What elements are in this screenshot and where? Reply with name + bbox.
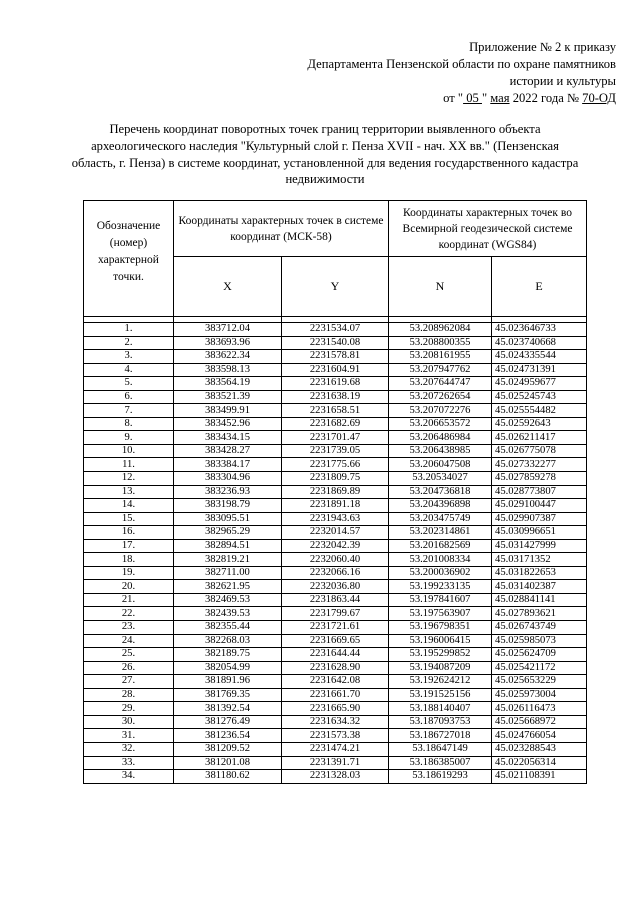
coord-x-cell: 381769.35 — [174, 688, 282, 702]
coord-x-cell: 383384.17 — [174, 458, 282, 472]
table-row — [84, 417, 587, 431]
subheader-y: Y — [282, 257, 389, 317]
point-number-cell: 20. — [84, 580, 174, 594]
coord-e-cell: 45.031822653 — [492, 566, 587, 580]
point-number-cell: 26. — [84, 661, 174, 675]
coord-x-cell: 382711.00 — [174, 566, 282, 580]
coord-y-cell: 2231534.07 — [282, 323, 389, 337]
table-row — [84, 363, 587, 377]
coord-e-cell: 45.025421172 — [492, 661, 587, 675]
coord-x-cell: 383095.51 — [174, 512, 282, 526]
coord-n-cell: 53.206653572 — [389, 417, 492, 431]
coord-y-cell: 2231628.90 — [282, 661, 389, 675]
coord-x-cell: 383521.39 — [174, 390, 282, 404]
table-row — [84, 742, 587, 756]
coord-x-cell: 381180.62 — [174, 770, 282, 784]
point-number-cell: 5. — [84, 377, 174, 391]
coord-x-cell: 381276.49 — [174, 715, 282, 729]
coord-x-cell: 383712.04 — [174, 323, 282, 337]
point-number-cell: 6. — [84, 390, 174, 404]
point-number-cell: 34. — [84, 770, 174, 784]
table-row — [84, 404, 587, 418]
point-number-cell: 31. — [84, 729, 174, 743]
coord-y-cell: 2231619.68 — [282, 377, 389, 391]
coord-n-cell: 53.194087209 — [389, 661, 492, 675]
coord-y-cell: 2231739.05 — [282, 444, 389, 458]
table-row — [84, 715, 587, 729]
coord-n-cell: 53.207072276 — [389, 404, 492, 418]
point-number-cell: 8. — [84, 417, 174, 431]
table-row — [84, 336, 587, 350]
point-number-cell: 25. — [84, 648, 174, 662]
coord-x-cell: 383304.96 — [174, 472, 282, 486]
coord-e-cell: 45.022056314 — [492, 756, 587, 770]
table-row — [84, 607, 587, 621]
table-row — [84, 648, 587, 662]
coordinates-table — [83, 200, 587, 784]
date-mid: " — [481, 91, 491, 105]
coord-x-cell: 381201.08 — [174, 756, 282, 770]
table-row — [84, 539, 587, 553]
coord-x-cell: 381392.54 — [174, 702, 282, 716]
document-title: Перечень координат поворотных точек границ территории выявленного объекта археологического наследия "Культурный слой г. Пенза XVII - нач. XX вв." (Пензенская область, г. Пенза) в системе координат, установленной для ведения государственного кадастра недвижимости — [71, 122, 579, 187]
coord-e-cell: 45.026775078 — [492, 444, 587, 458]
coord-n-cell: 53.202314861 — [389, 526, 492, 540]
coord-y-cell: 2231328.03 — [282, 770, 389, 784]
coord-y-cell: 2231721.61 — [282, 621, 389, 635]
coord-e-cell: 45.025245743 — [492, 390, 587, 404]
header-department-line: Департамента Пензенской области по охране памятников — [307, 57, 616, 71]
coord-x-cell: 383236.93 — [174, 485, 282, 499]
table-row — [84, 675, 587, 689]
coord-x-cell: 383428.27 — [174, 444, 282, 458]
table-row — [84, 661, 587, 675]
coord-x-cell: 383499.91 — [174, 404, 282, 418]
point-number-cell: 27. — [84, 675, 174, 689]
coord-x-cell: 382819.21 — [174, 553, 282, 567]
table-row — [84, 444, 587, 458]
coord-y-cell: 2231661.70 — [282, 688, 389, 702]
coord-y-cell: 2232060.40 — [282, 553, 389, 567]
coord-n-cell: 53.196798351 — [389, 621, 492, 635]
col-header-point: Обозначение (номер) характерной точки. — [84, 201, 174, 317]
coord-y-cell: 2232036.80 — [282, 580, 389, 594]
coord-n-cell: 53.203475749 — [389, 512, 492, 526]
point-number-cell: 14. — [84, 499, 174, 513]
coord-n-cell: 53.18647149 — [389, 742, 492, 756]
col-header-wgs84: Координаты характерных точек во Всемирной геодезической системе координат (WGS84) — [389, 201, 587, 257]
coord-e-cell: 45.023646733 — [492, 323, 587, 337]
coord-y-cell: 2232042.39 — [282, 539, 389, 553]
coord-e-cell: 45.024766054 — [492, 729, 587, 743]
coord-x-cell: 383434.15 — [174, 431, 282, 445]
coord-x-cell: 383622.34 — [174, 350, 282, 364]
coord-x-cell: 381209.52 — [174, 742, 282, 756]
coord-n-cell: 53.186727018 — [389, 729, 492, 743]
coord-e-cell: 45.025554482 — [492, 404, 587, 418]
table-row — [84, 770, 587, 784]
coord-y-cell: 2231869.89 — [282, 485, 389, 499]
point-number-cell: 30. — [84, 715, 174, 729]
point-number-cell: 3. — [84, 350, 174, 364]
coord-x-cell: 382439.53 — [174, 607, 282, 621]
point-number-cell: 21. — [84, 593, 174, 607]
coord-y-cell: 2231573.38 — [282, 729, 389, 743]
coord-e-cell: 45.024731391 — [492, 363, 587, 377]
coord-e-cell: 45.027859278 — [492, 472, 587, 486]
table-row — [84, 472, 587, 486]
table-body — [84, 323, 587, 784]
coord-e-cell: 45.024959677 — [492, 377, 587, 391]
coord-n-cell: 53.208962084 — [389, 323, 492, 337]
coord-n-cell: 53.188140407 — [389, 702, 492, 716]
coord-e-cell: 45.029907387 — [492, 512, 587, 526]
coord-x-cell: 383564.19 — [174, 377, 282, 391]
coord-y-cell: 2231658.51 — [282, 404, 389, 418]
coord-n-cell: 53.187093753 — [389, 715, 492, 729]
header-appendix-line: Приложение № 2 к приказу — [469, 40, 616, 54]
coord-x-cell: 382054.99 — [174, 661, 282, 675]
coord-n-cell: 53.200036902 — [389, 566, 492, 580]
subheader-x: X — [174, 257, 282, 317]
table-row — [84, 634, 587, 648]
document-header — [236, 39, 616, 107]
table-row — [84, 526, 587, 540]
coord-x-cell: 382469.53 — [174, 593, 282, 607]
point-number-cell: 17. — [84, 539, 174, 553]
coord-n-cell: 53.197563907 — [389, 607, 492, 621]
point-number-cell: 2. — [84, 336, 174, 350]
coord-x-cell: 383693.96 — [174, 336, 282, 350]
coord-n-cell: 53.208161955 — [389, 350, 492, 364]
coord-e-cell: 45.029100447 — [492, 499, 587, 513]
coord-e-cell: 45.027332277 — [492, 458, 587, 472]
coord-n-cell: 53.206047508 — [389, 458, 492, 472]
coord-y-cell: 2231665.90 — [282, 702, 389, 716]
coord-y-cell: 2231682.69 — [282, 417, 389, 431]
coord-x-cell: 383452.96 — [174, 417, 282, 431]
coord-x-cell: 382189.75 — [174, 648, 282, 662]
table-row — [84, 553, 587, 567]
coord-e-cell: 45.025653229 — [492, 675, 587, 689]
coord-e-cell: 45.031402387 — [492, 580, 587, 594]
date-prefix: от " — [443, 91, 464, 105]
table-row — [84, 512, 587, 526]
point-number-cell: 9. — [84, 431, 174, 445]
point-number-cell: 7. — [84, 404, 174, 418]
table-row — [84, 499, 587, 513]
coord-y-cell: 2231391.71 — [282, 756, 389, 770]
point-number-cell: 23. — [84, 621, 174, 635]
table-row — [84, 485, 587, 499]
coord-n-cell: 53.208800355 — [389, 336, 492, 350]
table-row — [84, 377, 587, 391]
coord-y-cell: 2231863.44 — [282, 593, 389, 607]
coord-x-cell: 381236.54 — [174, 729, 282, 743]
table-row — [84, 390, 587, 404]
table-row — [84, 621, 587, 635]
coord-x-cell: 382355.44 — [174, 621, 282, 635]
coord-y-cell: 2231669.65 — [282, 634, 389, 648]
coord-y-cell: 2232014.57 — [282, 526, 389, 540]
point-number-cell: 15. — [84, 512, 174, 526]
coord-n-cell: 53.207262654 — [389, 390, 492, 404]
coord-e-cell: 45.03171352 — [492, 553, 587, 567]
table-row — [84, 756, 587, 770]
coord-n-cell: 53.186385007 — [389, 756, 492, 770]
point-number-cell: 22. — [84, 607, 174, 621]
coord-n-cell: 53.199233135 — [389, 580, 492, 594]
coord-e-cell: 45.024335544 — [492, 350, 587, 364]
coord-n-cell: 53.207644747 — [389, 377, 492, 391]
coord-n-cell: 53.206486984 — [389, 431, 492, 445]
subheader-e: E — [492, 257, 587, 317]
point-number-cell: 24. — [84, 634, 174, 648]
coord-e-cell: 45.026211417 — [492, 431, 587, 445]
point-number-cell: 10. — [84, 444, 174, 458]
table-row — [84, 580, 587, 594]
table-row — [84, 593, 587, 607]
coord-e-cell: 45.025668972 — [492, 715, 587, 729]
coord-n-cell: 53.195299852 — [389, 648, 492, 662]
coord-x-cell: 383198.79 — [174, 499, 282, 513]
coord-n-cell: 53.192624212 — [389, 675, 492, 689]
point-number-cell: 16. — [84, 526, 174, 540]
coord-y-cell: 2231638.19 — [282, 390, 389, 404]
coord-e-cell: 45.026743749 — [492, 621, 587, 635]
table-row — [84, 323, 587, 337]
table-row — [84, 431, 587, 445]
coord-y-cell: 2231474.21 — [282, 742, 389, 756]
coord-n-cell: 53.201682569 — [389, 539, 492, 553]
coord-n-cell: 53.18619293 — [389, 770, 492, 784]
coord-n-cell: 53.201008334 — [389, 553, 492, 567]
subheader-n: N — [389, 257, 492, 317]
point-number-cell: 29. — [84, 702, 174, 716]
point-number-cell: 33. — [84, 756, 174, 770]
coord-y-cell: 2231540.08 — [282, 336, 389, 350]
coord-n-cell: 53.204396898 — [389, 499, 492, 513]
coord-n-cell: 53.206438985 — [389, 444, 492, 458]
point-number-cell: 18. — [84, 553, 174, 567]
date-month: мая — [490, 91, 510, 105]
coord-y-cell: 2231701.47 — [282, 431, 389, 445]
coord-y-cell: 2231943.63 — [282, 512, 389, 526]
coord-e-cell: 45.027893621 — [492, 607, 587, 621]
coord-x-cell: 382965.29 — [174, 526, 282, 540]
coord-n-cell: 53.197841607 — [389, 593, 492, 607]
coord-y-cell: 2231644.44 — [282, 648, 389, 662]
coord-y-cell: 2231578.81 — [282, 350, 389, 364]
table-row — [84, 566, 587, 580]
coord-e-cell: 45.026116473 — [492, 702, 587, 716]
point-number-cell: 19. — [84, 566, 174, 580]
point-number-cell: 11. — [84, 458, 174, 472]
coord-e-cell: 45.030996651 — [492, 526, 587, 540]
coord-y-cell: 2231799.67 — [282, 607, 389, 621]
coord-y-cell: 2231809.75 — [282, 472, 389, 486]
coord-x-cell: 383598.13 — [174, 363, 282, 377]
coord-n-cell: 53.207947762 — [389, 363, 492, 377]
coord-e-cell: 45.031427999 — [492, 539, 587, 553]
coord-e-cell: 45.025624709 — [492, 648, 587, 662]
coord-n-cell: 53.191525156 — [389, 688, 492, 702]
col-header-msk58: Координаты характерных точек в системе координат (МСК-58) — [174, 201, 389, 257]
point-number-cell: 32. — [84, 742, 174, 756]
date-day: 05 — [463, 91, 482, 105]
coord-e-cell: 45.023288543 — [492, 742, 587, 756]
coord-y-cell: 2231642.08 — [282, 675, 389, 689]
point-number-cell: 28. — [84, 688, 174, 702]
coord-e-cell: 45.025973004 — [492, 688, 587, 702]
table-row — [84, 688, 587, 702]
coord-n-cell: 53.196006415 — [389, 634, 492, 648]
coord-x-cell: 382621.95 — [174, 580, 282, 594]
coord-e-cell: 45.021108391 — [492, 770, 587, 784]
point-number-cell: 1. — [84, 323, 174, 337]
coord-n-cell: 53.20534027 — [389, 472, 492, 486]
coord-y-cell: 2231775.66 — [282, 458, 389, 472]
header-department-line-cont: истории и культуры — [509, 74, 616, 88]
coord-e-cell: 45.025985073 — [492, 634, 587, 648]
coord-x-cell: 381891.96 — [174, 675, 282, 689]
date-year: 2022 года № — [509, 91, 583, 105]
point-number-cell: 12. — [84, 472, 174, 486]
table-row — [84, 702, 587, 716]
coord-e-cell: 45.023740668 — [492, 336, 587, 350]
coord-x-cell: 382268.03 — [174, 634, 282, 648]
coord-y-cell: 2231891.18 — [282, 499, 389, 513]
coord-n-cell: 53.204736818 — [389, 485, 492, 499]
coord-y-cell: 2232066.16 — [282, 566, 389, 580]
coord-x-cell: 382894.51 — [174, 539, 282, 553]
coord-y-cell: 2231634.32 — [282, 715, 389, 729]
table-row — [84, 458, 587, 472]
point-number-cell: 4. — [84, 363, 174, 377]
coord-e-cell: 45.028841141 — [492, 593, 587, 607]
order-number: 70-ОД — [582, 91, 616, 105]
header-date-line — [236, 90, 616, 107]
coord-e-cell: 45.02592643 — [492, 417, 587, 431]
point-number-cell: 13. — [84, 485, 174, 499]
coord-e-cell: 45.028773807 — [492, 485, 587, 499]
table-row — [84, 729, 587, 743]
table-row — [84, 350, 587, 364]
coord-y-cell: 2231604.91 — [282, 363, 389, 377]
